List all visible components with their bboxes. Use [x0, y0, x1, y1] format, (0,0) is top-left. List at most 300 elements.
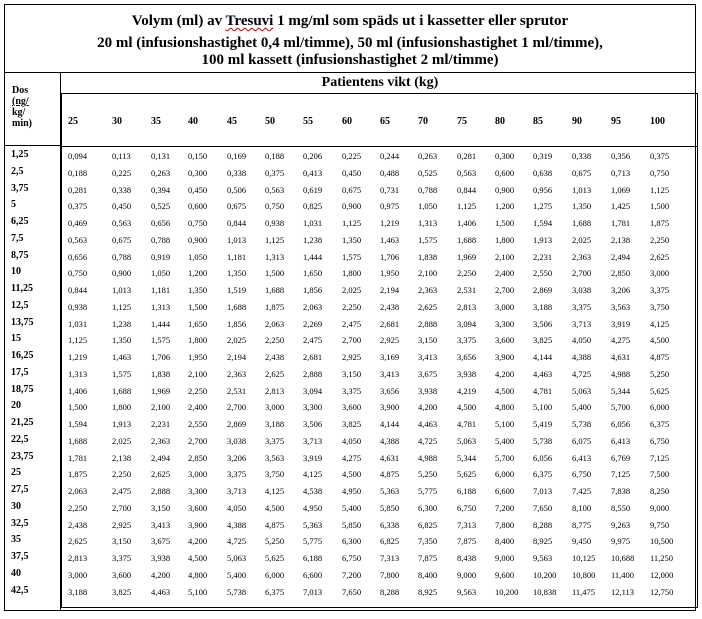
- volume-cell: 0,956: [533, 184, 553, 195]
- volume-cell: 4,275: [611, 335, 631, 346]
- volume-cell: 0,788: [418, 184, 438, 195]
- volume-cell: 10,200: [495, 586, 519, 597]
- volume-cell: 4,125: [265, 486, 285, 496]
- volume-cell: 4,200: [188, 536, 208, 547]
- volume-cell: 2,250: [112, 469, 132, 480]
- volume-cell: 1,406: [68, 385, 88, 396]
- volume-cell: 0,506: [227, 184, 247, 195]
- title-line-1: Volym (ml) av Tresuvi 1 mg/ml som späds ut i kassetter eller sprutor: [131, 13, 569, 29]
- volume-cell: 0,844: [227, 218, 247, 228]
- volume-cell: 2,700: [227, 402, 247, 413]
- volume-cell: 1,500: [188, 301, 208, 312]
- volume-cell: 0,300: [188, 167, 208, 178]
- volume-cell: 9,263: [611, 519, 631, 530]
- volume-cell: 2,250: [188, 385, 208, 396]
- volume-cell: 1,275: [533, 201, 553, 212]
- volume-cell: 3,713: [227, 486, 247, 496]
- volume-cell: 2,100: [188, 368, 208, 379]
- volume-cell: 1,200: [188, 268, 208, 279]
- volume-cell: 1,219: [68, 352, 88, 362]
- volume-cell: 1,838: [151, 368, 171, 379]
- volume-cell: 5,850: [342, 519, 362, 530]
- volume-cell: 1,875: [68, 469, 88, 480]
- volume-cell: 1,950: [380, 268, 400, 279]
- volume-cell: 1,425: [611, 201, 631, 212]
- volume-cell: 0,750: [650, 167, 670, 178]
- volume-cell: 6,375: [650, 419, 670, 429]
- dose-value: 22,5: [11, 433, 29, 445]
- volume-cell: 5,625: [265, 553, 285, 563]
- volume-cell: 3,600: [495, 335, 515, 346]
- volume-cell: 1,913: [533, 234, 553, 245]
- volume-cell: 6,750: [342, 553, 362, 563]
- dose-value: 7,5: [11, 232, 24, 244]
- volume-cell: 1,406: [457, 218, 477, 228]
- volume-cell: 1,500: [265, 268, 285, 279]
- volume-cell: 4,050: [572, 335, 592, 346]
- volume-cell: 5,775: [418, 486, 438, 496]
- volume-cell: 3,300: [303, 402, 323, 413]
- volume-cell: 4,463: [418, 419, 438, 429]
- volume-cell: 0,525: [151, 201, 171, 212]
- volume-cell: 5,063: [227, 553, 247, 563]
- volume-cell: 3,938: [418, 385, 438, 396]
- dose-value: 3,75: [11, 182, 29, 194]
- volume-cell: 4,950: [342, 486, 362, 496]
- volume-cell: 1,650: [303, 268, 323, 279]
- volume-cell: 8,775: [572, 519, 592, 530]
- volume-cell: 1,313: [68, 368, 88, 379]
- volume-cell: 0,450: [112, 201, 132, 212]
- volume-cell: 2,625: [418, 301, 438, 312]
- weight-header: 45: [227, 116, 237, 127]
- volume-cell: 4,500: [650, 335, 670, 346]
- volume-cell: 0,563: [112, 218, 132, 228]
- volume-cell: 2,494: [611, 251, 631, 262]
- volume-cell: 1,575: [418, 234, 438, 245]
- volume-cell: 5,419: [533, 419, 553, 429]
- volume-cell: 0,131: [151, 151, 171, 161]
- volume-cell: 0,713: [611, 167, 631, 178]
- volume-cell: 3,713: [303, 435, 323, 446]
- volume-cell: 3,825: [342, 419, 362, 429]
- volume-cell: 2,925: [112, 519, 132, 530]
- volume-cell: 10,800: [572, 569, 596, 580]
- volume-cell: 5,738: [227, 586, 247, 597]
- volume-cell: 4,050: [342, 435, 362, 446]
- volume-cell: 1,781: [68, 452, 88, 463]
- volume-cell: 6,300: [418, 502, 438, 513]
- volume-cell: 5,250: [265, 536, 285, 547]
- volume-cell: 12,113: [611, 586, 635, 597]
- dose-header-divider: [5, 145, 61, 146]
- volume-cell: 0,656: [151, 218, 171, 228]
- volume-cell: 6,056: [533, 452, 553, 463]
- volume-cell: 11,400: [611, 569, 635, 580]
- volume-cell: 1,013: [227, 234, 247, 245]
- volume-cell: 4,725: [227, 536, 247, 547]
- volume-cell: 4,463: [533, 368, 553, 379]
- volume-cell: 0,900: [342, 201, 362, 212]
- volume-cell: 3,563: [611, 301, 631, 312]
- volume-cell: 5,063: [457, 435, 477, 446]
- volume-cell: 0,338: [572, 151, 592, 161]
- volume-cell: 1,875: [265, 301, 285, 312]
- volume-cell: 1,350: [342, 234, 362, 245]
- volume-cell: 3,000: [68, 569, 88, 580]
- volume-cell: 1,181: [227, 251, 247, 262]
- volume-cell: 2,625: [68, 536, 88, 547]
- weight-header: 60: [342, 116, 352, 127]
- volume-cell: 3,900: [380, 402, 400, 413]
- volume-cell: 2,813: [265, 385, 285, 396]
- weight-header: 100: [650, 116, 665, 127]
- volume-cell: 6,413: [572, 452, 592, 463]
- table-title: [5, 5, 695, 73]
- volume-cell: 3,506: [533, 318, 553, 329]
- volume-cell: 2,625: [650, 251, 670, 262]
- volume-cell: 0,900: [495, 184, 515, 195]
- volume-cell: 0,375: [68, 201, 88, 212]
- volume-cell: 0,675: [112, 234, 132, 245]
- weight-header: 70: [418, 116, 428, 127]
- volume-cell: 9,563: [533, 553, 553, 563]
- volume-cell: 4,725: [418, 435, 438, 446]
- volume-cell: 6,375: [533, 469, 553, 480]
- volume-cell: 0,450: [342, 167, 362, 178]
- volume-cell: 1,013: [112, 285, 132, 295]
- volume-cell: 2,550: [188, 419, 208, 429]
- volume-cell: 0,750: [188, 218, 208, 228]
- volume-cell: 1,688: [457, 234, 477, 245]
- volume-cell: 3,000: [188, 469, 208, 480]
- volume-cell: 12,000: [650, 569, 674, 580]
- volume-cell: 6,750: [572, 469, 592, 480]
- volume-cell: 2,925: [342, 352, 362, 362]
- volume-cell: 1,125: [112, 301, 132, 312]
- volume-cell: 4,500: [342, 469, 362, 480]
- volume-cell: 2,063: [303, 301, 323, 312]
- volume-cell: 1,219: [380, 218, 400, 228]
- volume-cell: 3,000: [265, 402, 285, 413]
- volume-cell: 1,838: [418, 251, 438, 262]
- volume-cell: 5,100: [533, 402, 553, 413]
- volume-cell: 1,125: [265, 234, 285, 245]
- volume-cell: 2,063: [265, 318, 285, 329]
- volume-cell: 0,975: [380, 201, 400, 212]
- volume-cell: 5,344: [457, 452, 477, 463]
- volume-cell: 8,925: [418, 586, 438, 597]
- volume-cell: 9,975: [611, 536, 631, 547]
- volume-cell: 2,250: [457, 268, 477, 279]
- volume-cell: 1,181: [151, 285, 171, 295]
- volume-cell: 9,000: [457, 569, 477, 580]
- volume-cell: 3,188: [533, 301, 553, 312]
- volume-cell: 9,000: [495, 553, 515, 563]
- volume-cell: 1,350: [572, 201, 592, 212]
- volume-cell: 4,200: [418, 402, 438, 413]
- volume-cell: 1,350: [188, 285, 208, 295]
- volume-cell: 9,563: [457, 586, 477, 597]
- volume-cell: 3,150: [342, 368, 362, 379]
- volume-cell: 1,125: [650, 184, 670, 195]
- volume-cell: 2,700: [112, 502, 132, 513]
- volume-grid: [61, 93, 698, 608]
- volume-cell: 0,375: [265, 167, 285, 178]
- volume-cell: 1,969: [457, 251, 477, 262]
- volume-cell: 6,825: [418, 519, 438, 530]
- volume-cell: 2,625: [151, 469, 171, 480]
- volume-cell: 6,413: [611, 435, 631, 446]
- volume-cell: 6,750: [457, 502, 477, 513]
- volume-cell: 2,925: [380, 335, 400, 346]
- weight-header: 90: [572, 116, 582, 127]
- volume-cell: 3,750: [265, 469, 285, 480]
- volume-cell: 4,781: [533, 385, 553, 396]
- title-line-2: 20 ml (infusionshastighet 0,4 ml/timme), 50 ml (infusionshastighet 1 ml/timme),: [97, 35, 603, 51]
- dose-value: 23,75: [11, 450, 34, 462]
- volume-cell: 0,113: [112, 151, 131, 161]
- volume-cell: 2,681: [303, 352, 323, 362]
- dose-value: 25: [11, 467, 21, 479]
- volume-cell: 1,125: [68, 335, 88, 346]
- volume-cell: 0,938: [68, 301, 88, 312]
- volume-cell: 2,700: [495, 285, 515, 295]
- volume-cell: 1,688: [112, 385, 132, 396]
- volume-cell: 0,656: [68, 251, 88, 262]
- weight-header: 40: [188, 116, 198, 127]
- volume-cell: 1,500: [650, 201, 670, 212]
- volume-cell: 7,125: [650, 452, 670, 463]
- volume-cell: 3,600: [188, 502, 208, 513]
- volume-cell: 7,425: [572, 486, 592, 496]
- volume-cell: 0,563: [68, 234, 88, 245]
- dose-value: 8,75: [11, 249, 29, 261]
- volume-cell: 2,194: [380, 285, 400, 295]
- volume-cell: 2,363: [227, 368, 247, 379]
- volume-cell: 4,500: [495, 385, 515, 396]
- volume-cell: 7,313: [380, 553, 400, 563]
- volume-cell: 9,750: [650, 519, 670, 530]
- volume-cell: 7,838: [611, 486, 631, 496]
- volume-cell: 2,231: [151, 419, 171, 429]
- weight-header: 55: [303, 116, 313, 127]
- volume-cell: 4,125: [650, 318, 670, 329]
- volume-cell: 7,500: [650, 469, 670, 480]
- volume-cell: 7,800: [380, 569, 400, 580]
- dose-value: 13,75: [11, 316, 34, 328]
- volume-cell: 10,500: [650, 536, 674, 547]
- volume-cell: 2,888: [418, 318, 438, 329]
- volume-cell: 0,525: [418, 167, 438, 178]
- volume-cell: 3,375: [112, 553, 132, 563]
- weight-header: 75: [457, 116, 467, 127]
- volume-cell: 0,450: [188, 184, 208, 195]
- volume-cell: 0,600: [495, 167, 515, 178]
- volume-cell: 0,319: [533, 151, 553, 161]
- brand-name: Tresuvi: [225, 13, 274, 29]
- volume-cell: 1,313: [418, 218, 438, 228]
- volume-cell: 5,100: [188, 586, 208, 597]
- volume-cell: 1,594: [533, 218, 553, 228]
- volume-cell: 1,688: [68, 435, 88, 446]
- volume-cell: 0,788: [112, 251, 132, 262]
- volume-cell: 0,188: [68, 167, 88, 178]
- volume-cell: 4,950: [303, 502, 323, 513]
- volume-cell: 4,200: [495, 368, 515, 379]
- volume-cell: 1,913: [112, 419, 132, 429]
- volume-cell: 4,219: [457, 385, 477, 396]
- volume-cell: 0,844: [68, 285, 88, 295]
- volume-cell: 2,438: [380, 301, 400, 312]
- weight-header: 95: [611, 116, 621, 127]
- volume-cell: 3,656: [380, 385, 400, 396]
- volume-cell: 4,988: [418, 452, 438, 463]
- volume-cell: 0,844: [457, 184, 477, 195]
- volume-cell: 5,363: [303, 519, 323, 530]
- volume-cell: 4,388: [572, 352, 592, 362]
- volume-cell: 3,600: [112, 569, 132, 580]
- volume-cell: 1,706: [151, 352, 171, 362]
- volume-cell: 2,700: [188, 435, 208, 446]
- volume-cell: 3,675: [418, 368, 438, 379]
- volume-cell: 5,250: [650, 368, 670, 379]
- volume-cell: 1,313: [151, 301, 171, 312]
- volume-cell: 2,250: [68, 502, 88, 513]
- volume-cell: 1,350: [227, 268, 247, 279]
- volume-cell: 3,413: [151, 519, 171, 530]
- volume-cell: 5,850: [380, 502, 400, 513]
- volume-cell: 4,631: [611, 352, 631, 362]
- volume-cell: 7,013: [303, 586, 323, 597]
- volume-cell: 9,600: [495, 569, 515, 580]
- volume-cell: 1,650: [188, 318, 208, 329]
- volume-cell: 1,594: [68, 419, 88, 429]
- volume-cell: 5,625: [457, 469, 477, 480]
- volume-cell: 4,125: [303, 469, 323, 480]
- volume-cell: 2,231: [533, 251, 553, 262]
- volume-cell: 2,138: [112, 452, 132, 463]
- volume-cell: 1,969: [151, 385, 171, 396]
- volume-cell: 8,438: [457, 553, 477, 563]
- volume-cell: 0,188: [265, 151, 285, 161]
- volume-cell: 1,706: [380, 251, 400, 262]
- volume-cell: 2,250: [650, 234, 670, 245]
- title-line-3: 100 ml kassett (infusionshastighet 2 ml/timme): [201, 52, 499, 68]
- volume-cell: 1,688: [572, 218, 592, 228]
- volume-cell: 0,244: [380, 151, 400, 161]
- volume-cell: 4,725: [572, 368, 592, 379]
- volume-cell: 3,600: [342, 402, 362, 413]
- volume-cell: 2,700: [572, 268, 592, 279]
- volume-cell: 5,625: [650, 385, 670, 396]
- volume-cell: 0,825: [303, 201, 323, 212]
- volume-cell: 4,050: [227, 502, 247, 513]
- volume-cell: 4,144: [380, 419, 400, 429]
- volume-cell: 2,850: [188, 452, 208, 463]
- volume-cell: 3,919: [303, 452, 323, 463]
- volume-cell: 7,650: [342, 586, 362, 597]
- volume-cell: 1,500: [495, 218, 515, 228]
- volume-cell: 2,888: [303, 368, 323, 379]
- dose-value: 2,5: [11, 165, 24, 177]
- volume-cell: 6,056: [611, 419, 631, 429]
- volume-cell: 8,250: [650, 486, 670, 496]
- volume-cell: 1,575: [342, 251, 362, 262]
- volume-cell: 2,025: [342, 285, 362, 295]
- volume-cell: 1,238: [112, 318, 132, 329]
- volume-cell: 1,125: [457, 201, 477, 212]
- volume-cell: 6,300: [342, 536, 362, 547]
- volume-cell: 0,638: [533, 167, 553, 178]
- volume-cell: 3,206: [227, 452, 247, 463]
- volume-cell: 3,188: [68, 586, 88, 597]
- volume-cell: 2,700: [342, 335, 362, 346]
- volume-cell: 5,400: [227, 569, 247, 580]
- volume-cell: 1,500: [68, 402, 88, 413]
- volume-cell: 2,400: [188, 402, 208, 413]
- volume-cell: 3,375: [572, 301, 592, 312]
- volume-cell: 7,200: [342, 569, 362, 580]
- volume-cell: 8,400: [418, 569, 438, 580]
- volume-cell: 1,688: [265, 285, 285, 295]
- volume-cell: 7,013: [533, 486, 553, 496]
- volume-cell: 0,938: [265, 218, 285, 228]
- volume-cell: 3,038: [572, 285, 592, 295]
- volume-cell: 4,500: [188, 553, 208, 563]
- volume-cell: 1,800: [342, 268, 362, 279]
- volume-cell: 4,875: [265, 519, 285, 530]
- weight-header: 25: [68, 116, 78, 127]
- volume-cell: 5,738: [572, 419, 592, 429]
- volume-cell: 3,825: [112, 586, 132, 597]
- volume-cell: 0,750: [265, 201, 285, 212]
- volume-cell: 2,813: [457, 301, 477, 312]
- volume-cell: 1,444: [151, 318, 171, 329]
- volume-cell: 2,625: [265, 368, 285, 379]
- volume-cell: 3,000: [495, 301, 515, 312]
- volume-cell: 2,025: [112, 435, 132, 446]
- volume-cell: 4,200: [151, 569, 171, 580]
- volume-cell: 3,656: [457, 352, 477, 362]
- volume-cell: 3,506: [303, 419, 323, 429]
- volume-cell: 7,875: [457, 536, 477, 547]
- volume-cell: 6,075: [572, 435, 592, 446]
- volume-cell: 4,388: [380, 435, 400, 446]
- volume-cell: 1,800: [188, 335, 208, 346]
- volume-cell: 3,169: [380, 352, 400, 362]
- volume-cell: 4,988: [611, 368, 631, 379]
- volume-cell: 3,188: [265, 419, 285, 429]
- dosing-table-frame: [4, 4, 696, 611]
- volume-cell: 9,000: [650, 502, 670, 513]
- volume-cell: 3,375: [265, 435, 285, 446]
- volume-cell: 4,800: [495, 402, 515, 413]
- volume-cell: 0,206: [303, 151, 323, 161]
- volume-cell: 8,925: [533, 536, 553, 547]
- volume-cell: 6,000: [650, 402, 670, 413]
- volume-cell: 3,000: [650, 268, 670, 279]
- weight-header: 65: [380, 116, 390, 127]
- volume-cell: 4,800: [188, 569, 208, 580]
- volume-cell: 6,000: [265, 569, 285, 580]
- volume-cell: 1,050: [151, 268, 171, 279]
- volume-cell: 1,050: [188, 251, 208, 262]
- volume-cell: 11,250: [650, 553, 674, 563]
- volume-cell: 0,300: [495, 151, 515, 161]
- volume-cell: 7,200: [495, 502, 515, 513]
- volume-cell: 7,125: [611, 469, 631, 480]
